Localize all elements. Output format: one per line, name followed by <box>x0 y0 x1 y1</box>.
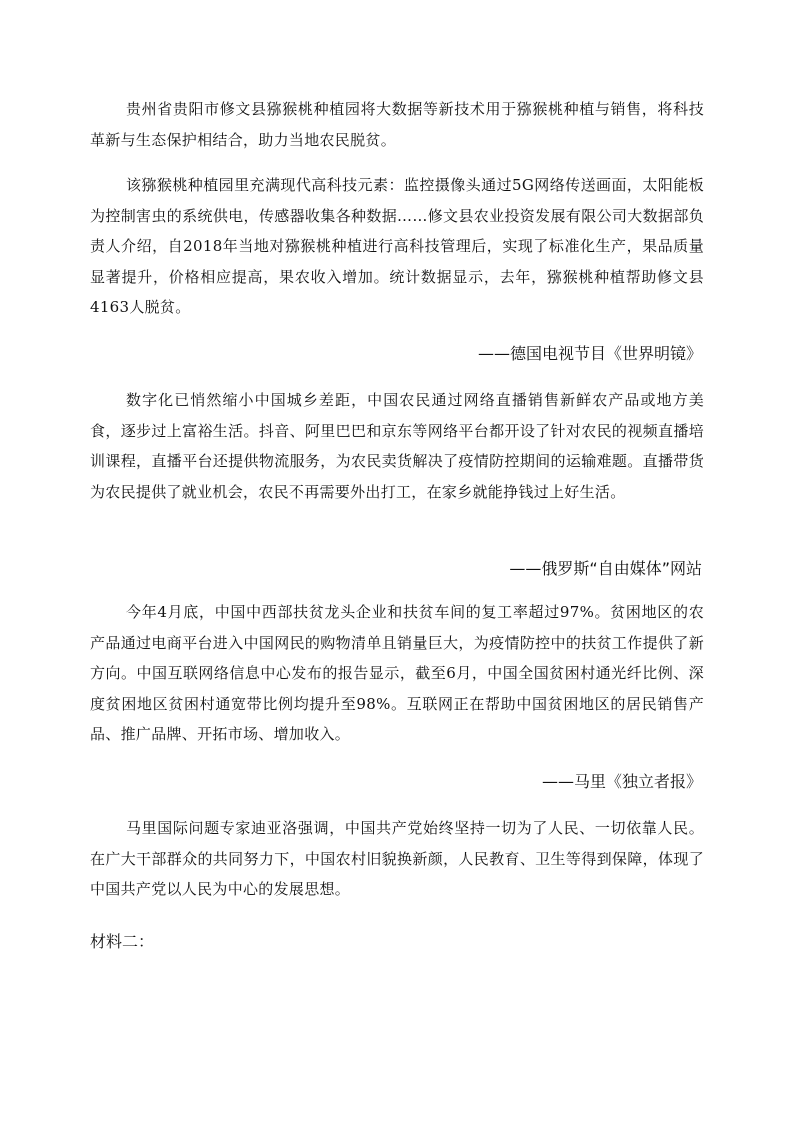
paragraph-digitalization: 数字化已悄然缩小中国城乡差距，中国农民通过网络直播销售新鲜农产品或地方美食，逐步过上富裕生活。抖音、阿里巴巴和京东等网络平台都开设了针对农民的视频直播培训课程，直播平台还提供物流服务，为农民卖货解决了疫情防控期间的运输难题。直播带货为农民提供了就业机会，农民不再需要外出打工，在家乡就能挣钱过上好生活。 <box>90 391 704 501</box>
source-mali-newspaper: ——马里《独立者报》 <box>541 772 702 791</box>
source-german-tv: ——德国电视节目《世界明镜》 <box>477 344 702 363</box>
paragraph-mali-expert: 马里国际问题专家迪亚洛强调，中国共产党始终坚持一切为了人民、一切依靠人民。在广大干部群众的共同努力下，中国农村旧貌换新颜，人民教育、卫生等得到保障，体现了中国共产党以人民为中心的发展思想。 <box>90 819 704 898</box>
source-russian-website: ——俄罗斯“自由媒体”网站 <box>509 559 702 578</box>
paragraph-kiwifruit-tech: 该猕猴桃种植园里充满现代高科技元素：监控摄像头通过5G网络传送画面，太阳能板为控制害虫的系统供电，传感器收集各种数据……修文县农业投资发展有限公司大数据部负责人介绍，自2018年当地对猕猴桃种植进行高科技管理后，实现了标准化生产，果品质量显著提升，价格相应提高，果农收入增加。统计数据显示，去年，猕猴桃种植帮助修文县4163人脱贫。 <box>90 176 704 316</box>
paragraph-poverty-statistics: 今年4月底，中国中西部扶贫龙头企业和扶贫车间的复工率超过97%。贫困地区的农产品通过电商平台进入中国网民的购物清单且销量巨大，为疫情防控中的扶贫工作提供了新方向。中国互联网络信息中心发布的报告显示，截至6月，中国全国贫困村通光纤比例、深度贫困地区贫困村通宽带比例均提升至98%。互联网正在帮助中国贫困地区的居民销售产品、推广品牌、开拓市场、增加收入。 <box>90 603 704 743</box>
section-label-material-two: 材料二： <box>90 932 155 951</box>
paragraph-kiwifruit-intro: 贵州省贵阳市修文县猕猴桃种植园将大数据等新技术用于猕猴桃种植与销售，将科技革新与生态保护相结合，助力当地农民脱贫。 <box>90 100 704 149</box>
